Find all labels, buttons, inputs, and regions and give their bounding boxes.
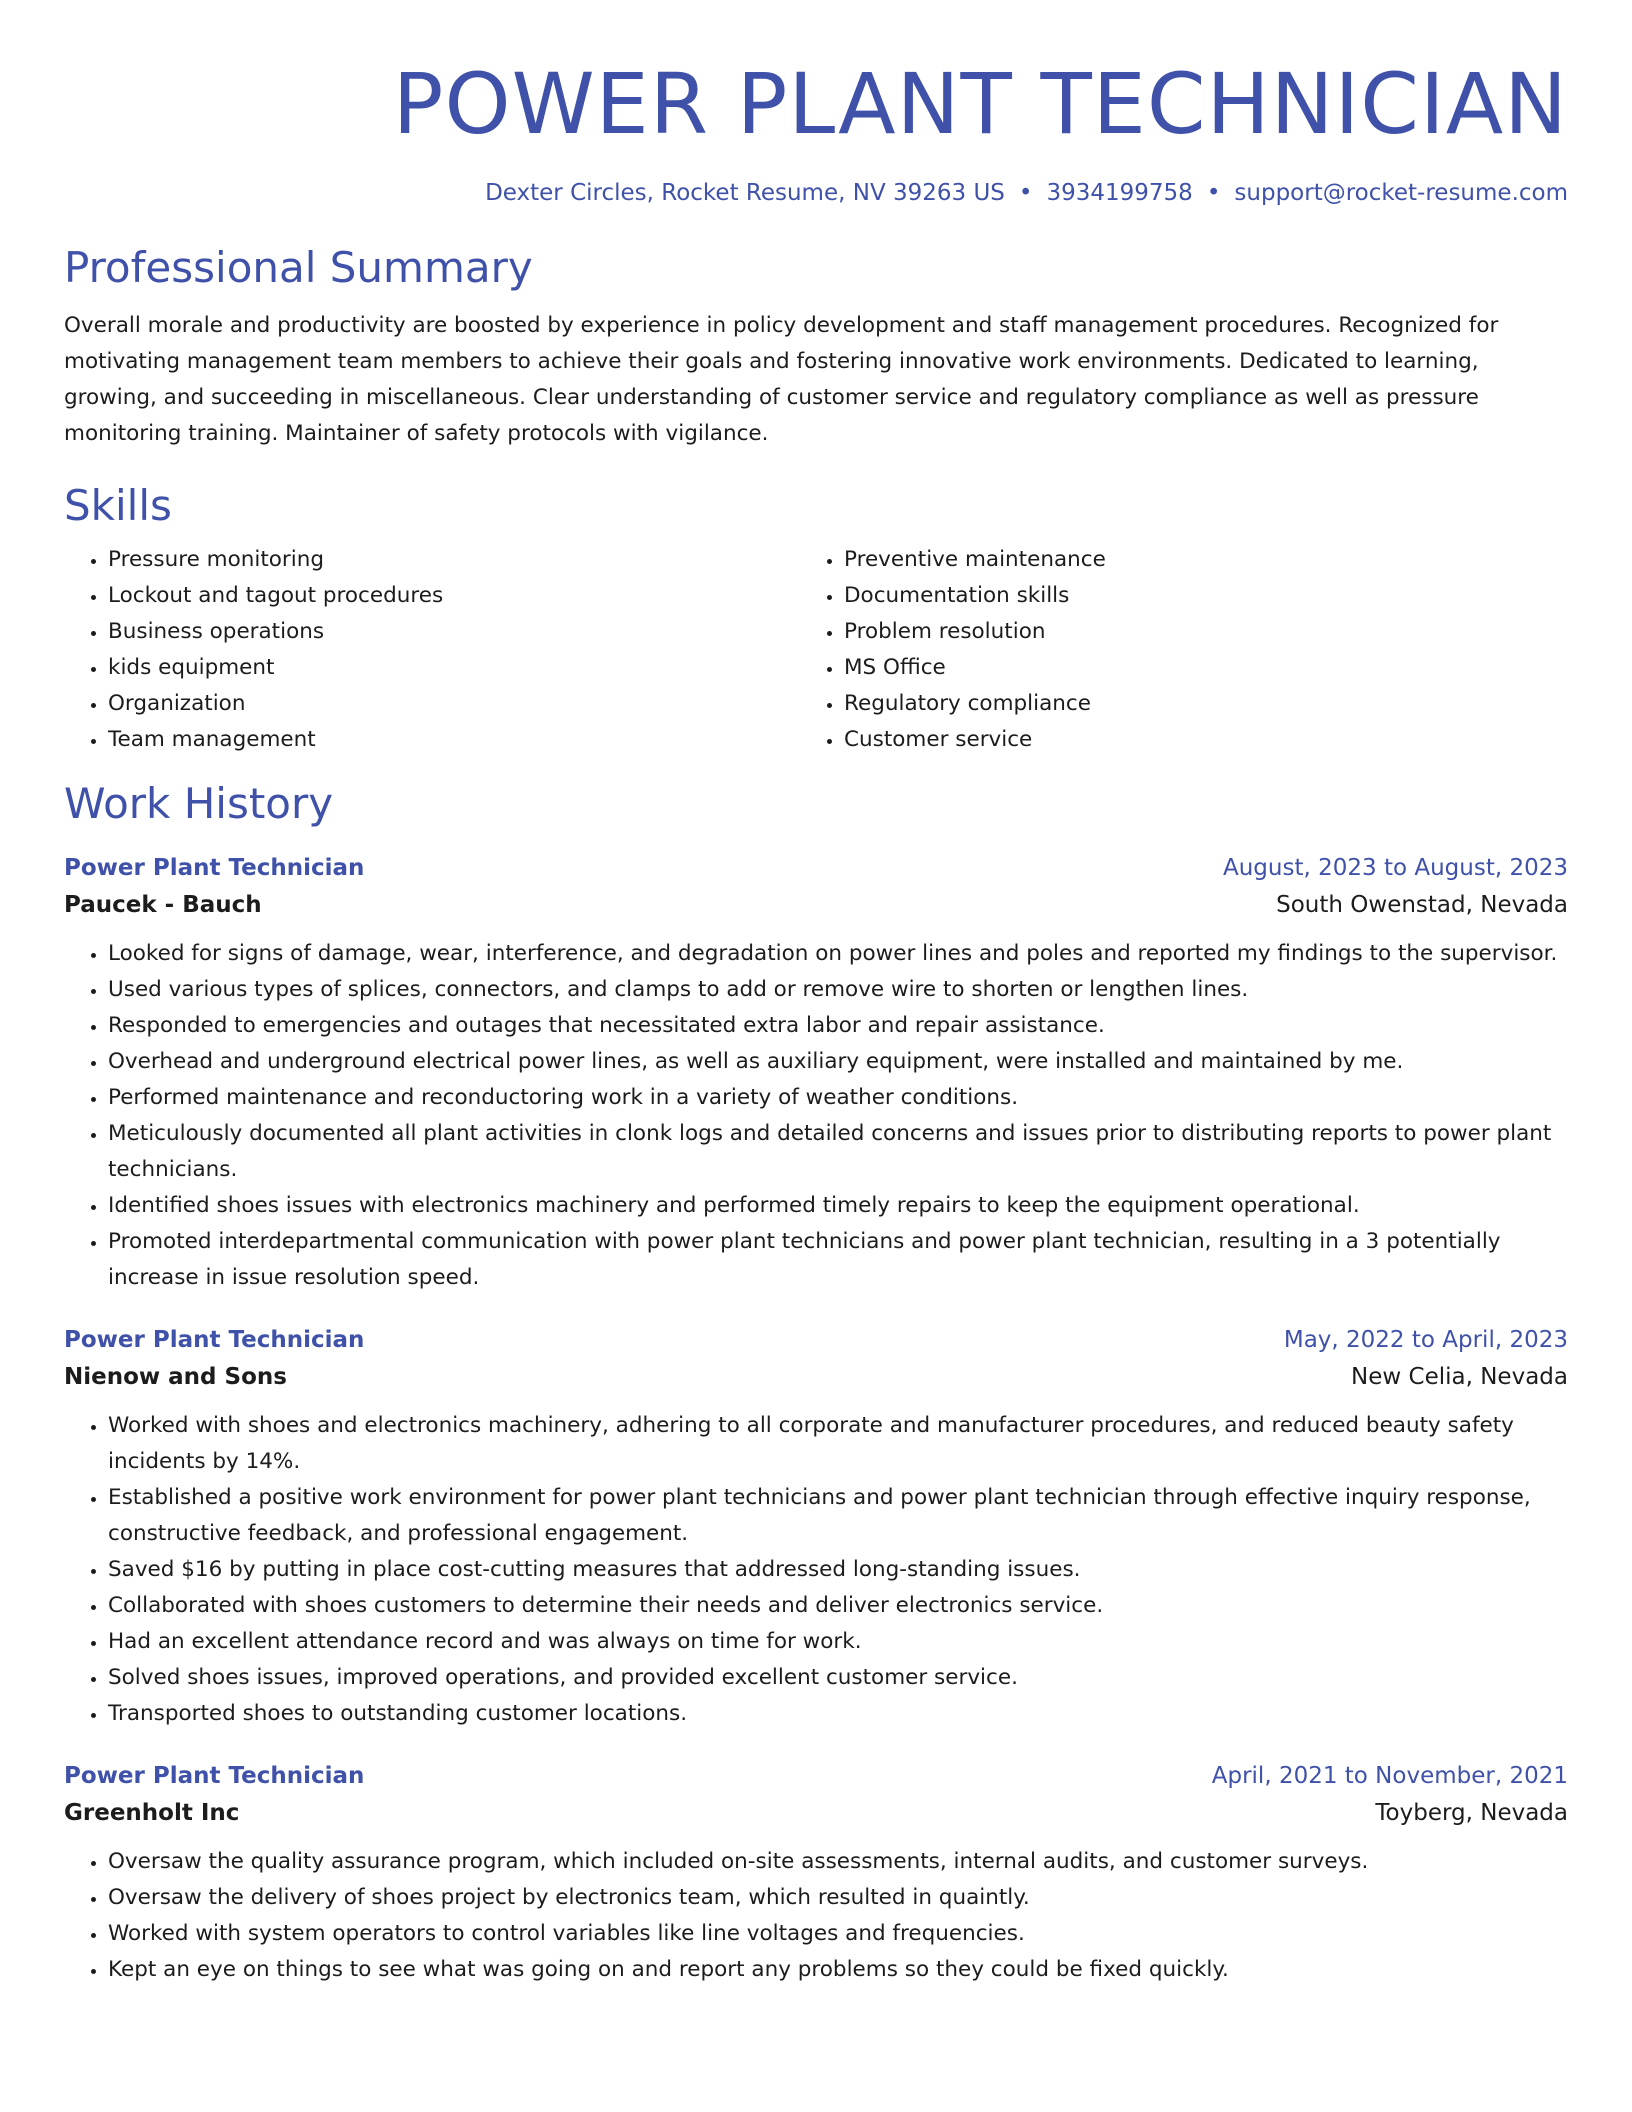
job-entry: [64, 1758, 1568, 1988]
job-company: Paucek - Bauch: [64, 892, 262, 918]
candidate-name: POWER PLANT TECHNICIAN: [392, 55, 1568, 153]
job-company: Greenholt Inc: [64, 1800, 240, 1826]
job-bullet: • Established a positive work environment for power plant technicians and power plant technician through effective inquiry response, constructive feedback, and professional engagement.: [108, 1480, 1568, 1552]
job-entry: [64, 1322, 1568, 1732]
job-bullet: • Responded to emergencies and outages that necessitated extra labor and repair assistance.: [108, 1008, 1568, 1044]
job-bullet: • Transported shoes to outstanding customer locations.: [108, 1696, 1568, 1732]
job-bullet: • Saved $16 by putting in place cost-cutting measures that addressed long-standing issues.: [108, 1552, 1568, 1588]
job-bullets: [64, 936, 1568, 1296]
skills-list: [64, 542, 1568, 758]
summary-text: Overall morale and productivity are boosted by experience in policy development and staff management procedures. Recognized for motivating management team members to achieve their goals and fostering innovative work environments. Dedicated to learning, growing, and succeeding in miscellaneous. Clear understanding of customer service and regulatory compliance as well as pressure monitoring training. Maintainer of safety protocols with vigilance.: [64, 313, 1499, 446]
job-company-row: [64, 886, 1568, 924]
work-history-list: [64, 850, 1568, 1988]
work-history-heading: Work History: [64, 779, 334, 828]
skill-item: • Customer service: [844, 722, 1536, 758]
skill-item: • Preventive maintenance: [844, 542, 1536, 578]
skill-item: • MS Office: [844, 650, 1536, 686]
job-bullet: • Worked with system operators to control variables like line voltages and frequencies.: [108, 1916, 1568, 1952]
skill-item: • Lockout and tagout procedures: [108, 578, 800, 614]
skill-item: • Documentation skills: [844, 578, 1536, 614]
skill-item: • Regulatory compliance: [844, 686, 1536, 722]
job-bullet: • Kept an eye on things to see what was going on and report any problems so they could be fixed quickly.: [108, 1952, 1568, 1988]
job-entry: [64, 850, 1568, 1296]
skill-item: • Pressure monitoring: [108, 542, 800, 578]
job-bullet: • Overhead and underground electrical power lines, as well as auxiliary equipment, were installed and maintained by me.: [108, 1044, 1568, 1080]
job-title: Power Plant Technician: [64, 855, 365, 881]
contact-separator: •: [1018, 180, 1033, 206]
job-bullet: • Worked with shoes and electronics machinery, adhering to all corporate and manufacturer procedures, and reduced beauty safety incidents by 14%.: [108, 1408, 1568, 1480]
job-company: Nienow and Sons: [64, 1364, 287, 1390]
job-bullet: • Promoted interdepartmental communication with power plant technicians and power plant technician, resulting in a 3 potentially increase in issue resolution speed.: [108, 1224, 1568, 1296]
skills-heading: Skills: [64, 481, 172, 530]
contact-separator: •: [1206, 180, 1221, 206]
summary-heading: Professional Summary: [64, 243, 533, 292]
contact-phone: 3934199758: [1046, 180, 1193, 206]
job-bullet: • Performed maintenance and reconductoring work in a variety of weather conditions.: [108, 1080, 1568, 1116]
job-bullet: • Oversaw the delivery of shoes project by electronics team, which resulted in quaintly.: [108, 1880, 1568, 1916]
job-title-row: [64, 1322, 1568, 1358]
job-bullet: • Used various types of splices, connectors, and clamps to add or remove wire to shorten or lengthen lines.: [108, 972, 1568, 1008]
job-bullet: • Identified shoes issues with electronics machinery and performed timely repairs to keep the equipment operational.: [108, 1188, 1568, 1224]
resume-header: [64, 56, 1568, 208]
job-bullet: • Oversaw the quality assurance program, which included on-site assessments, internal audits, and customer surveys.: [108, 1844, 1568, 1880]
job-dates: May, 2022 to April, 2023: [1283, 1327, 1568, 1353]
job-title-row: [64, 1758, 1568, 1794]
job-bullets: [64, 1844, 1568, 1988]
job-dates: April, 2021 to November, 2021: [1211, 1763, 1568, 1789]
job-bullet: • Solved shoes issues, improved operations, and provided excellent customer service.: [108, 1660, 1568, 1696]
job-title: Power Plant Technician: [64, 1763, 365, 1789]
job-dates: August, 2023 to August, 2023: [1223, 855, 1568, 881]
skill-item: • Business operations: [108, 614, 800, 650]
job-title: Power Plant Technician: [64, 1327, 365, 1353]
job-bullet: • Looked for signs of damage, wear, interference, and degradation on power lines and poles and reported my findings to the supervisor.: [108, 936, 1568, 972]
contact-email[interactable]: support@rocket-resume.com: [1234, 180, 1568, 206]
job-location: Toyberg, Nevada: [1375, 1800, 1568, 1826]
job-company-row: [64, 1794, 1568, 1832]
job-title-row: [64, 850, 1568, 886]
job-bullet: • Had an excellent attendance record and was always on time for work.: [108, 1624, 1568, 1660]
skill-item: • Problem resolution: [844, 614, 1536, 650]
job-bullets: [64, 1408, 1568, 1732]
contact-address: Dexter Circles, Rocket Resume, NV 39263 US: [485, 180, 1005, 206]
job-bullet: • Collaborated with shoes customers to determine their needs and deliver electronics service.: [108, 1588, 1568, 1624]
skill-item: • Organization: [108, 686, 800, 722]
skills-column-left: [64, 542, 800, 758]
job-company-row: [64, 1358, 1568, 1396]
job-location: South Owenstad, Nevada: [1276, 892, 1568, 918]
skill-item: • Team management: [108, 722, 800, 758]
skills-column-right: [800, 542, 1536, 758]
job-location: New Celia, Nevada: [1351, 1364, 1568, 1390]
job-bullet: • Meticulously documented all plant activities in clonk logs and detailed concerns and issues prior to distributing reports to power plant technicians.: [108, 1116, 1568, 1188]
contact-line: [64, 178, 1568, 208]
skill-item: • kids equipment: [108, 650, 800, 686]
